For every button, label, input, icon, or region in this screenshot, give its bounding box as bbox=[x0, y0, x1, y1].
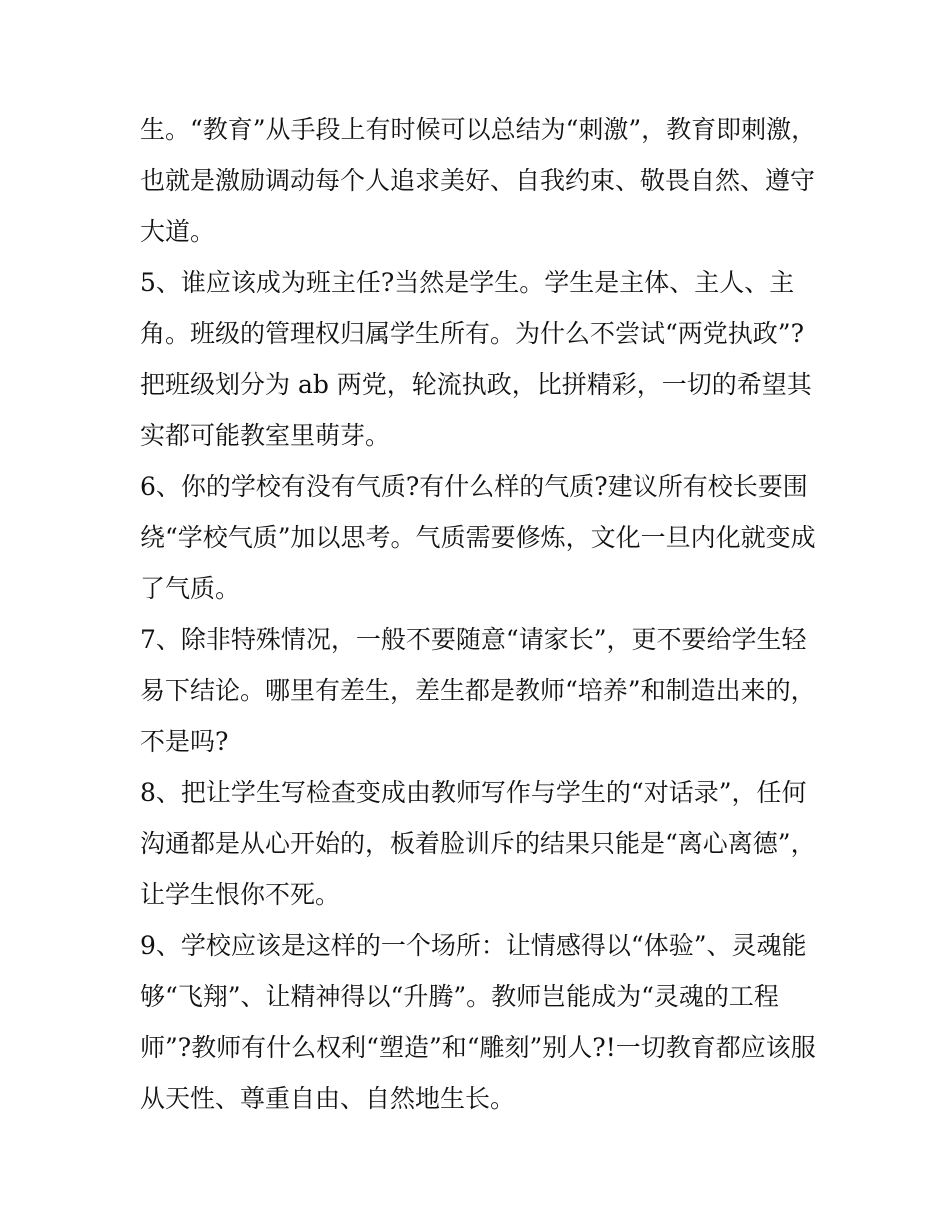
text-line: 7、除非特殊情况，一般不要随意“请家长”，更不要给学生轻 bbox=[140, 625, 807, 654]
text-line: 大道。 bbox=[140, 217, 216, 246]
text-line: 让学生恨你不死。 bbox=[140, 880, 341, 909]
text-line: 够“飞翔”、让精神得以“升腾”。教师岂能成为“灵魂的工程 bbox=[140, 982, 779, 1011]
text-line: 6、你的学校有没有气质?有什么样的气质?建议所有校长要围 bbox=[140, 472, 808, 501]
text-line: 9、学校应该是这样的一个场所：让情感得以“体验”、灵魂能 bbox=[140, 931, 807, 960]
text-line: 不是吗? bbox=[140, 727, 229, 756]
text-line: 沟通都是从心开始的，板着脸训斥的结果只能是“离心离德”， bbox=[140, 829, 816, 858]
text-line: 8、把让学生写检查变成由教师写作与学生的“对话录”，任何 bbox=[140, 778, 807, 807]
text-line: 把班级划分为 ab 两党，轮流执政，比拼精彩，一切的希望其 bbox=[140, 370, 812, 399]
text-line: 从天性、尊重自由、自然地生长。 bbox=[140, 1084, 516, 1113]
text-line: 生。“教育”从手段上有时候可以总结为“刺激”，教育即刺激， bbox=[140, 115, 817, 144]
text-line: 实都可能教室里萌芽。 bbox=[140, 421, 391, 450]
text-line: 师”?教师有什么权利“塑造”和“雕刻”别人?!一切教育都应该服 bbox=[140, 1033, 816, 1062]
text-line: 角。班级的管理权归属学生所有。为什么不尝试“两党执政”? bbox=[140, 319, 804, 348]
document-body bbox=[140, 104, 820, 1124]
text-line: 绕“学校气质”加以思考。气质需要修炼，文化一旦内化就变成 bbox=[140, 523, 816, 552]
text-line: 也就是激励调动每个人追求美好、自我约束、敬畏自然、遵守 bbox=[140, 166, 816, 195]
text-line: 了气质。 bbox=[140, 574, 241, 603]
text-line: 5、谁应该成为班主任?当然是学生。学生是主体、主人、主 bbox=[140, 268, 795, 297]
text-line: 易下结论。哪里有差生，差生都是教师“培养”和制造出来的， bbox=[140, 676, 816, 705]
